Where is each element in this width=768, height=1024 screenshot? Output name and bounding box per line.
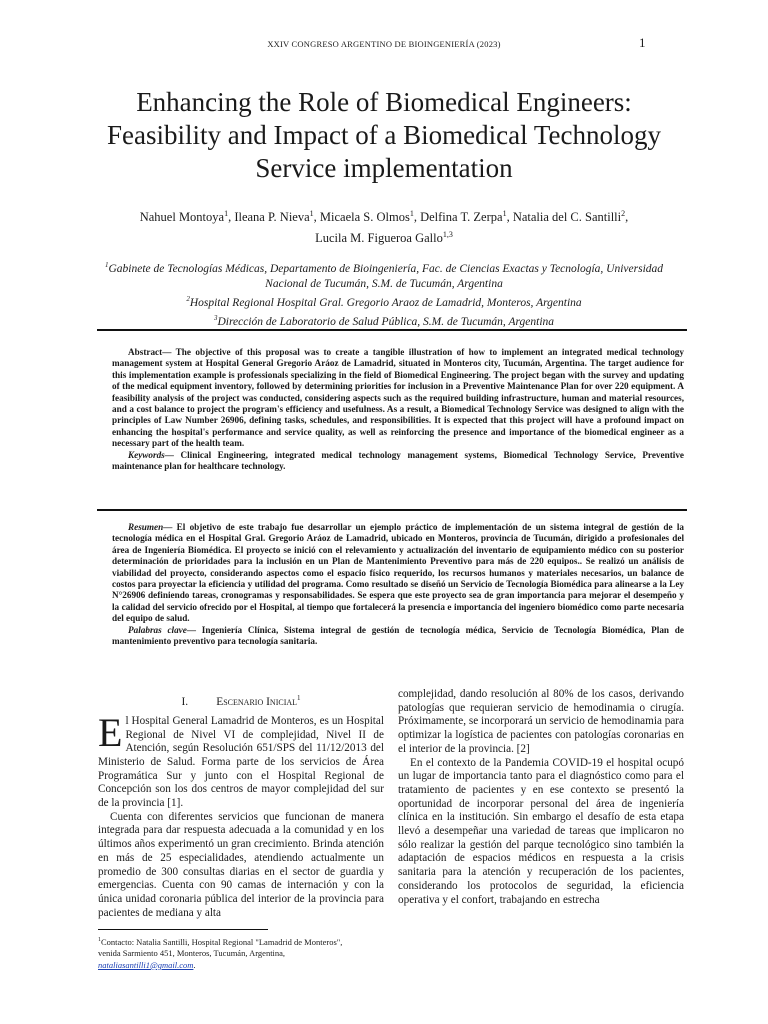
resumen-paragraph: Resumen— El objetivo de este trabajo fue desarrollar un ejemplo práctico de implementación de un sistema integral de gestión de la tecnología médica en el Hospital Gral. Gregorio Aráoz de Lamadrid, ubicado en Monteros, provincia de Tucumán, dirigido a profesionales del área de Ingeniería Biomédica. El proyecto se inició con el relevamiento y actualización del inventario de equipamiento médico con su posterior determinación de prioridades para la inclusión en un Plan de Mantenimiento Preventivo para más de 220 equipos.. Se realizó un análisis de viabilidad del proyecto, considerando aspectos como el espacio físico requerido, los recursos humanos y materiales necesarios, un balance de costos para proyectar la eficiencia y utilidad del programa. Como resultado se diseñó un Servicio de Tecnología Biomédica para alinearse a la Ley N°26906 definiendo tareas, cronogramas y responsabilidades. Se espera que este proyecto sea de gran importancia para mejorar el desempeño y la calidad del servicio ofrecido por el Hospital, al tiempo que fortalecerá la presencia e importancia del ingeniero biomédico como parte necesaria del equipo de salud. — [112, 522, 684, 624]
body-paragraph: complejidad, dando resolución al 80% de los casos, derivando patologías que requieran servicio de hemodinamia o cirugía. Próximamente, se incorporará un servicio de hemodinamia para optimizar la logística de pacientes con patologías coronarias en el interior de la provincia. [2] — [398, 688, 684, 755]
affiliation: $^1$Gabinete de Tecnologías Médicas, Departamento de Bioingeniería, Fac. de Ciencias Exactas y Tecnología, Universidad Nacional de Tucumán, S.M. de Tucumán, Argentina — [104, 261, 664, 290]
author: Delfina T. Zerpa$^1$, — [420, 209, 513, 225]
resumen-label: Resumen— — [128, 522, 173, 532]
affiliation: $^2$Hospital Regional Hospital Gral. Gregorio Araoz de Lamadrid, Monteros, Argentina — [186, 294, 582, 309]
top-rule — [97, 329, 687, 331]
abstract-paragraph: Abstract— The objective of this proposal was to create a tangible illustration of how to implement an integrated medical technology management system at Hospital General Gregorio Aráoz de Lamadrid, situated in Monteros city, Tucumán, Argentina. The target audience for this implementation example is professionals specializing in the field of Biomedical Engineering. The project began with the survey and updating of the medical equipment inventory, followed by determining priorities for inclusion in a Preventive Maintenance Plan for over 220 equipment. A feasibility analysis of the project was conducted, considering aspects such as the required building infrastructure, human and material resources, and a cost balance to project the program's efficiency and usefulness. As a result, a Biomedical Technology Service was designed to align with the principles of Law Number 26906, defining tasks, schedules, and responsibilities. It is expected that this project will have a profound impact on enhancing the hospital's performance and service quality, as well as reinforcing the presence and importance of the biomedical engineer as a necessary part of the health team. — [112, 347, 684, 449]
keywords-label: Keywords— — [128, 449, 174, 460]
body-paragraph: En el contexto de la Pandemia COVID-19 el hospital ocupó un lugar de importancia tanto para el diagnóstico como para el tratamiento de pacientes y en ese contexto se presentó la oportunidad de incorporar personal del área de ingeniería clínica en la institución. Sin embargo el desafío de esta etapa llevó a desempeñar una variedad de tareas que implicaron no sólo realizar la gestión del parque tecnológico sino también la adaptación de espacios médicos en respuesta a la crisis sanitaria para la atención y recuperación de los pacientes, considerando los protocolos de seguridad, la eficiencia operativa y el confort, trabajando en estrecha — [398, 756, 684, 906]
abstract-spanish — [112, 522, 684, 647]
affiliation-list — [84, 258, 684, 329]
left-column — [98, 691, 384, 920]
title-line-3: Service implementation — [255, 153, 513, 183]
right-column — [398, 688, 684, 907]
body-paragraph: El Hospital General Lamadrid de Monteros, es un Hospital Regional de Nivel VI de complejidad, Nivel II de Atención, según Resolución 651/SPS del 11/12/2013 del Ministerio de Salud. Forma parte de los servicios de Área Programática Sur y junto con el Hospital Regional de Concepción son los dos centros de mayor complejidad del sur de la provincia [1]. — [98, 709, 384, 810]
palabras-clave-label: Palabras clave— — [128, 624, 197, 635]
paper-title — [40, 86, 728, 185]
footnote-rule — [98, 929, 268, 930]
drop-cap: E — [98, 709, 123, 755]
author: Ileana P. Nieva$^1$, — [234, 209, 320, 225]
author-list — [84, 205, 684, 247]
running-head: XXIV CONGRESO ARGENTINO DE BIOINGENIERÍA (2023) — [267, 39, 501, 49]
section-heading: I. Escenario Inicial$^1$ — [181, 694, 301, 708]
footnote: $^1$Contacto: Natalia Santilli, Hospital Regional "Lamadrid de Monteros", venida Sarmiento 451, Monteros, Tucumán, Argentina, nataliasantilli1@gmail.com. — [98, 936, 343, 970]
author: Micaela S. Olmos$^1$, — [319, 209, 421, 225]
page-number: 1 — [639, 35, 646, 50]
contact-email-link[interactable]: nataliasantilli1@gmail.com — [98, 959, 194, 970]
palabras-clave-paragraph: Palabras clave— Ingeniería Clínica, Sistema integral de gestión de tecnología médica, Servicio de Tecnología Biomédica, Plan de mantenimiento preventivo para tecnología sanitaria. — [112, 624, 684, 647]
author: Lucila M. Figueroa Gallo$^{1,3}$ — [315, 230, 453, 246]
middle-rule — [97, 509, 687, 511]
affiliation: $^3$Dirección de Laboratorio de Salud Pública, S.M. de Tucumán, Argentina — [213, 313, 555, 328]
author: Natalia del C. Santilli$^2$, — [512, 209, 629, 225]
author: Nahuel Montoya$^1$, — [139, 209, 235, 225]
title-line-1: Enhancing the Role of Biomedical Engineers: — [136, 87, 632, 117]
abstract-label: Abstract— — [128, 347, 172, 357]
abstract-english — [112, 347, 684, 472]
body-paragraph: Cuenta con diferentes servicios que funcionan de manera integrada para dar respuesta adecuada a la comunidad y en los últimos años experimentó un gran crecimiento. Brinda atención en más de 25 especialidades, atendiendo actualmente un promedio de 300 consultas diarias en el sector de guardia y emergencias. Cuenta con 90 camas de internación y con la única unidad coronaria pública del interior de la provincia para pacientes de mediana y alta — [98, 810, 384, 919]
keywords-paragraph: Keywords— Clinical Engineering, integrated medical technology management systems, Biomedical Technology Service, Preventive maintenance plan for healthcare technology. — [112, 449, 684, 472]
title-line-2: Feasibility and Impact of a Biomedical Technology — [107, 120, 661, 150]
